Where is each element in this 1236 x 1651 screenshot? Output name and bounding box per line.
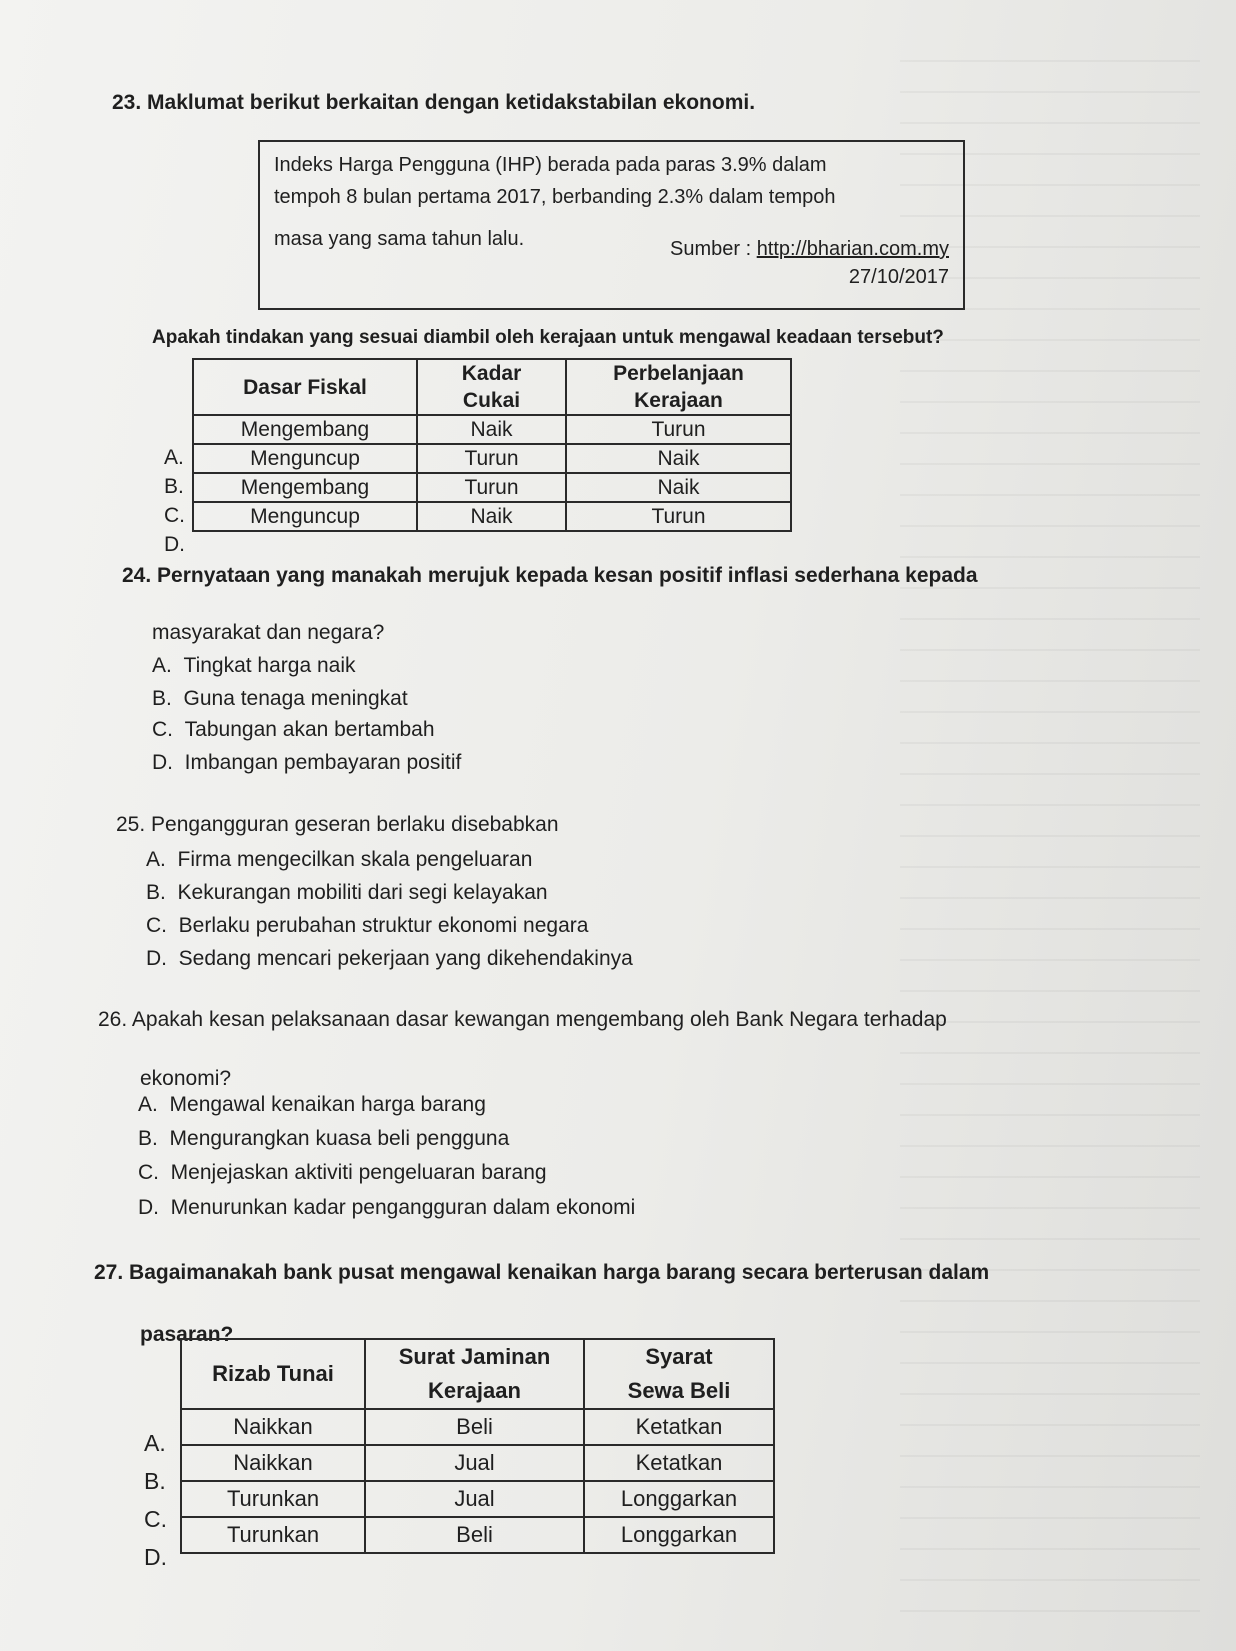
- table-row: Turunkan Jual Longgarkan: [181, 1481, 774, 1517]
- info-source: [670, 236, 949, 262]
- info-line-2: tempoh 8 bulan pertama 2017, berbanding 2.3% dalam tempoh: [274, 186, 836, 208]
- header-surat-jaminan-kerajaan: Surat Jaminan Kerajaan: [365, 1339, 584, 1409]
- info-line-3: masa yang sama tahun lalu.: [274, 228, 525, 250]
- header-kadar-cukai: Kadar Cukai: [417, 359, 566, 415]
- q23-option-c-label: C.: [164, 504, 185, 527]
- table-row: Naikkan Jual Ketatkan: [181, 1445, 774, 1481]
- q26-option-d: D. Menurunkan kadar pengangguran dalam ekonomi: [138, 1196, 636, 1219]
- q27-stem-line2: pasaran?: [140, 1323, 234, 1346]
- q26-option-a: A. Mengawal kenaikan harga barang: [138, 1093, 486, 1116]
- q23-info-box: [258, 140, 965, 310]
- q23-question: Apakah tindakan yang sesuai diambil oleh kerajaan untuk mengawal keadaan tersebut?: [152, 327, 944, 348]
- q23-option-b-label: B.: [164, 475, 184, 498]
- q24-option-d: D. Imbangan pembayaran positif: [152, 751, 462, 774]
- source-date: 27/10/2017: [848, 266, 949, 288]
- q27-option-b-label: B.: [144, 1468, 166, 1494]
- q26-stem: 26. Apakah kesan pelaksanaan dasar kewangan mengembang oleh Bank Negara terhadap: [98, 1008, 947, 1031]
- header-syarat-sewa-beli: Syarat Sewa Beli: [584, 1339, 774, 1409]
- header-rizab-tunai: Rizab Tunai: [181, 1339, 365, 1409]
- q23-stem: [112, 90, 755, 116]
- info-line-1: Indeks Harga Pengguna (IHP) berada pada paras 3.9% dalam: [274, 154, 827, 176]
- q25-option-c: C. Berlaku perubahan struktur ekonomi negara: [146, 914, 589, 937]
- table-row: Menguncup Turun Naik: [193, 444, 791, 473]
- q23-options-table: [192, 358, 792, 532]
- source-label: Sumber :: [669, 238, 757, 260]
- q26-option-c: C. Menjejaskan aktiviti pengeluaran barang: [138, 1161, 547, 1184]
- header-perbelanjaan-kerajaan: Perbelanjaan Kerajaan: [566, 359, 791, 415]
- table-row: Menguncup Naik Turun: [193, 502, 791, 531]
- header-dasar-fiskal: Dasar Fiskal: [193, 359, 417, 415]
- source-url: http://bharian.com.my: [756, 238, 949, 260]
- q27-option-c-label: C.: [144, 1506, 167, 1532]
- table-row: Mengembang Naik Turun: [193, 415, 791, 444]
- q25-option-d: D. Sedang mencari pekerjaan yang dikehendakinya: [146, 947, 633, 970]
- q23-option-a-label: A.: [164, 446, 184, 469]
- q24-stem: 24. Pernyataan yang manakah merujuk kepada kesan positif inflasi sederhana kepada: [122, 564, 978, 587]
- q25-option-b: B. Kekurangan mobiliti dari segi kelayakan: [146, 881, 548, 904]
- q25-stem: 25. Pengangguran geseran berlaku disebabkan: [116, 813, 559, 836]
- table-row: Naikkan Beli Ketatkan: [181, 1409, 774, 1445]
- q23-number: 23.: [112, 91, 142, 114]
- q24-option-c: C. Tabungan akan bertambah: [152, 718, 435, 741]
- q25-option-a: A. Firma mengecilkan skala pengeluaran: [146, 848, 533, 871]
- q24-option-a: A. Tingkat harga naik: [152, 654, 356, 677]
- q23-option-d-label: D.: [164, 533, 185, 556]
- q26-stem-line2: ekonomi?: [140, 1067, 232, 1090]
- q27-option-d-label: D.: [144, 1544, 167, 1570]
- table-row: Mengembang Turun Naik: [193, 473, 791, 502]
- table-header-row: [193, 359, 791, 415]
- q27-options-table: [180, 1338, 775, 1554]
- q27-option-a-label: A.: [144, 1430, 166, 1456]
- table-row: Turunkan Beli Longgarkan: [181, 1517, 774, 1553]
- q24-option-b: B. Guna tenaga meningkat: [152, 687, 408, 710]
- q26-option-b: B. Mengurangkan kuasa beli pengguna: [138, 1127, 510, 1150]
- q24-stem-line2: masyarakat dan negara?: [152, 621, 385, 644]
- q27-stem: 27. Bagaimanakah bank pusat mengawal kenaikan harga barang secara berterusan dalam: [94, 1261, 990, 1284]
- q23-stem-text: Maklumat berikut berkaitan dengan ketidakstabilan ekonomi.: [147, 91, 756, 114]
- table-header-row: [181, 1339, 774, 1409]
